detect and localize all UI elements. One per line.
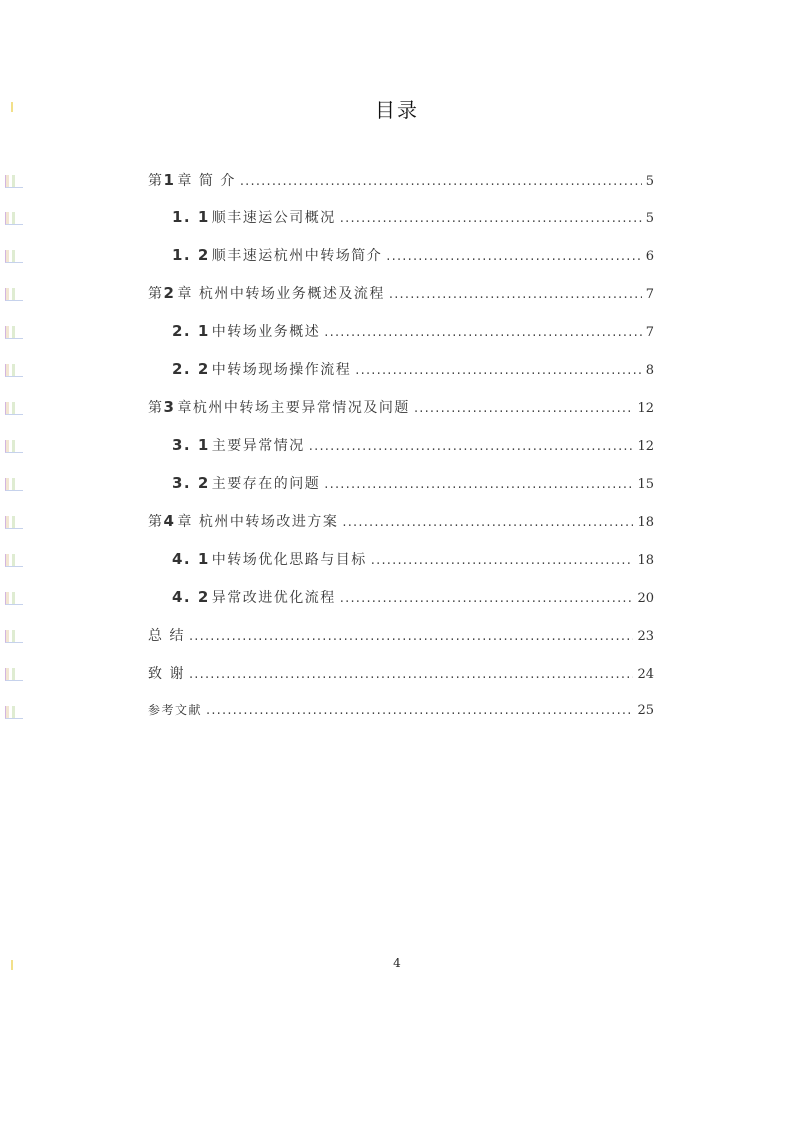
- toc-entry-title: 中转场优化思路与目标: [211, 552, 367, 568]
- toc-entry-page: 25: [637, 703, 654, 718]
- toc-entry-page: 20: [637, 591, 654, 606]
- toc-leader-dots: [342, 515, 633, 530]
- margin-marker-icon: [5, 402, 23, 415]
- toc-entry-number: 3. 2: [172, 474, 210, 492]
- toc-entry[interactable]: [148, 511, 654, 531]
- toc-entry-title: 章杭州中转场主要异常情况及问题: [177, 400, 410, 416]
- toc-entry[interactable]: [172, 207, 654, 227]
- toc-entry[interactable]: [172, 321, 654, 341]
- toc-leader-dots: [189, 629, 634, 644]
- toc-entry-page: 18: [637, 515, 654, 530]
- toc-row: [0, 283, 794, 307]
- toc-entry-title: 章 杭州中转场改进方案: [177, 514, 339, 530]
- toc-entry-number: 4. 1: [172, 550, 210, 568]
- toc-entry-title: 异常改进优化流程: [211, 590, 336, 606]
- toc-entry-number: 1: [163, 171, 176, 189]
- margin-marker-icon: [11, 102, 13, 112]
- toc-entry-page: 23: [637, 629, 654, 644]
- toc-entry-title: 主要异常情况: [211, 438, 305, 454]
- toc-entry[interactable]: [172, 587, 654, 607]
- toc-entry-title: 中转场业务概述: [211, 324, 321, 340]
- toc-entry-title: 顺丰速运公司概况: [211, 210, 336, 226]
- toc-entry-title: 参考文献: [148, 703, 203, 717]
- toc-entry[interactable]: [172, 435, 654, 455]
- toc-entry-number: 2. 2: [172, 360, 210, 378]
- toc-leader-dots: [340, 591, 634, 606]
- toc-leader-dots: [309, 439, 634, 454]
- toc-row: [0, 207, 794, 231]
- toc-entry[interactable]: [148, 397, 654, 417]
- toc-entry-page: 18: [637, 553, 654, 568]
- toc-leader-dots: [324, 477, 633, 492]
- toc-entry[interactable]: [172, 473, 654, 493]
- page-number: 4: [393, 956, 401, 970]
- toc-leader-dots: [324, 325, 641, 340]
- toc-entry-page: 6: [645, 249, 654, 264]
- toc-entry-page: 5: [645, 174, 654, 189]
- toc-entry-number: 1. 2: [172, 246, 210, 264]
- toc-entry-number: 2. 1: [172, 322, 210, 340]
- toc-entry-page: 7: [645, 325, 654, 340]
- toc-entry-prefix: 第: [148, 400, 164, 416]
- toc-row: [0, 397, 794, 421]
- toc-entry-number: 1. 1: [172, 208, 210, 226]
- margin-marker-icon: [5, 288, 23, 301]
- margin-marker-icon: [5, 554, 23, 567]
- toc-entry[interactable]: [172, 549, 654, 569]
- toc-entry[interactable]: [172, 359, 654, 379]
- toc-leader-dots: [355, 363, 641, 378]
- toc-leader-dots: [206, 703, 633, 718]
- toc-entry-title: 中转场现场操作流程: [211, 362, 352, 378]
- toc-entry-prefix: 第: [148, 286, 164, 302]
- toc-row: [0, 587, 794, 611]
- toc-leader-dots: [386, 249, 641, 264]
- toc-entry[interactable]: [148, 625, 654, 645]
- toc-row: [0, 170, 794, 194]
- toc-entry[interactable]: [172, 245, 654, 265]
- margin-marker-icon: [5, 250, 23, 263]
- margin-marker-icon: [5, 175, 23, 188]
- toc-leader-dots: [414, 401, 634, 416]
- toc-leader-dots: [371, 553, 634, 568]
- margin-marker-icon: [5, 212, 23, 225]
- toc-entry-title: 章 简 介: [177, 173, 236, 189]
- toc-row: [0, 321, 794, 345]
- toc-entry-number: 4: [163, 512, 176, 530]
- toc-entry-prefix: 第: [148, 514, 164, 530]
- toc-entry-number: 3. 1: [172, 436, 210, 454]
- toc-entry-page: 5: [645, 211, 654, 226]
- toc-entry-title: 章 杭州中转场业务概述及流程: [177, 286, 385, 302]
- toc-entry-page: 8: [645, 363, 654, 378]
- page-title: 目录: [375, 98, 419, 122]
- margin-marker-icon: [5, 440, 23, 453]
- toc-entry-page: 15: [637, 477, 654, 492]
- toc-row: [0, 663, 794, 687]
- margin-marker-icon: [5, 516, 23, 529]
- toc-row: [0, 435, 794, 459]
- margin-marker-icon: [5, 630, 23, 643]
- toc-entry[interactable]: [148, 170, 654, 190]
- toc-row: [0, 625, 794, 649]
- toc-entry-title: 主要存在的问题: [211, 476, 321, 492]
- margin-marker-icon: [5, 326, 23, 339]
- toc-entry-title: 总 结: [148, 628, 185, 644]
- toc-entry[interactable]: [148, 701, 654, 718]
- toc-leader-dots: [189, 667, 634, 682]
- toc-row: [0, 511, 794, 535]
- toc-entry-number: 2: [163, 284, 176, 302]
- toc-entry-page: 12: [637, 401, 654, 416]
- margin-marker-icon: [5, 668, 23, 681]
- toc-leader-dots: [340, 211, 642, 226]
- toc-leader-dots: [389, 287, 642, 302]
- toc-entry-number: 4. 2: [172, 588, 210, 606]
- toc-leader-dots: [240, 174, 642, 189]
- toc-entry-page: 7: [645, 287, 654, 302]
- margin-marker-icon: [5, 478, 23, 491]
- toc-entry-title: 致 谢: [148, 666, 185, 682]
- toc-entry-page: 12: [637, 439, 654, 454]
- toc-entry-prefix: 第: [148, 173, 164, 189]
- toc-entry-title: 顺丰速运杭州中转场简介: [211, 248, 383, 264]
- toc-row: [0, 549, 794, 573]
- margin-marker-icon: [5, 706, 23, 719]
- margin-marker-icon: [5, 592, 23, 605]
- toc-row: [0, 473, 794, 497]
- toc-entry[interactable]: [148, 283, 654, 303]
- toc-entry-page: 24: [637, 667, 654, 682]
- margin-marker-icon: [5, 364, 23, 377]
- toc-row: [0, 359, 794, 383]
- toc-entry[interactable]: [148, 663, 654, 683]
- toc-entry-number: 3: [163, 398, 176, 416]
- toc-row: [0, 245, 794, 269]
- toc-row: [0, 701, 794, 725]
